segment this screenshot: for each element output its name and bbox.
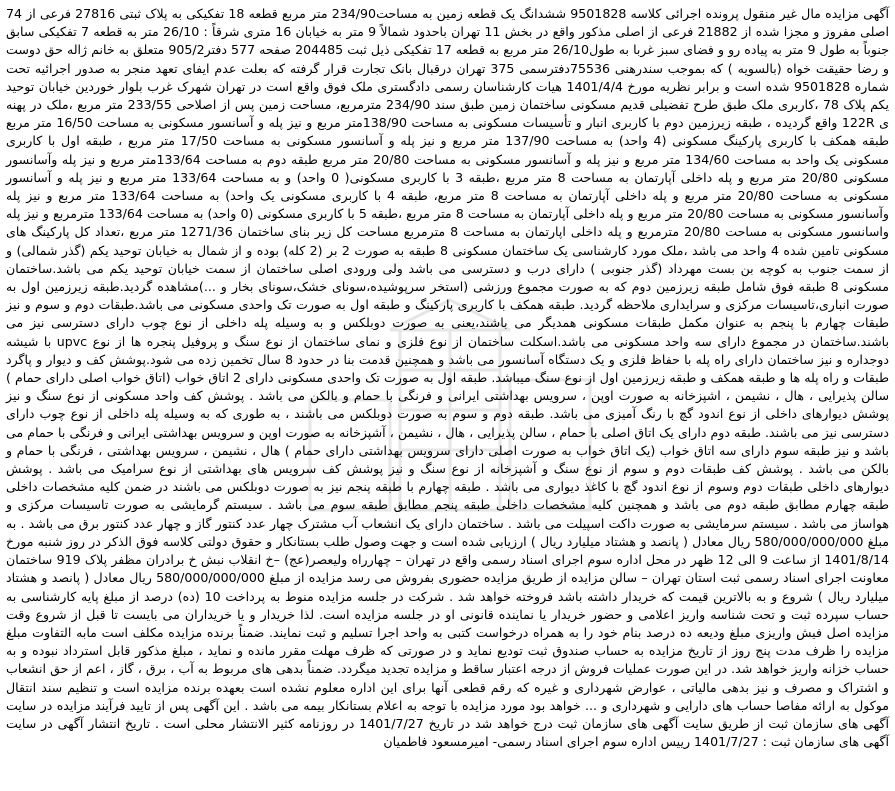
auction-notice-text: آگهی مزایده مال غیر منقول پرونده اجرائی کلاسه 9501828 ششدانگ یک قطعه زمین به مساحت234/90 متر مربع قطعه 18 تفکیکی به پلاک ثبتی 27816 فرعی از 74 اصلی مفروز و مجزا شده از 21882 فرعی از اصلی مذکور واقع در بخش 11 تهران باحدود شمالاً 9 متر به خیابان 16 متری شرقاً : 26/10 متر به قطعه 7 تفکیکی سابق جنوباً به طول 9 متر به پیاده رو و فضای سبز غربا به طول26/10 متر مربع به قطعه 17 تفکیکی ذیل ثبت 204485 صفحه 577 دفتر905/2 متعلق به خانم ژاله حق دوست و رضا حقیقت خواه (بالسویه ) که بموجب سندرهنی 75536دفترسمی 375 تهران درقبال بانک تجارت قرار گرفته که بعلت عدم ایفای تعهد منجر به صدور اجرائیه تحت شماره 9501828 شده است و برابر نظریه مورخ 1401/4/4 هیات کارشناسان رسمی دادگستری ملک فوق واقع است در تهران شهرک غرب بلوار خوردین خیابان توحید یکم پلاک 78 ،کاربری ملک طبق طرح تفضیلی قدیم مسکونی ساختمان زمین طبق سند 234/90 مترمربع، مساحت زمین پس از اصلاحی 233/55 متر مربع ،ملک در پهنه ی 122R واقع گردیده ، طبقه زیرزمین دوم با کاربری انبار و تأسیسات مسکونی به مساحت 138/90متر مربع و نیز پله و آسانسور مسکونی به مساحت 16/50 متر مربع طبقه همکف با کاربری پارکینگ مسکونی (4 واحد) به مساحت 137/90 متر مربع و نیز پله و آسانسور مسکونی به مساحت 17/50 متر مربع ، طبقه اول با کاربری مسکونی یک واحد به مساحت 134/60 متر مربع و نیز پله و آسانسور مسکونی به مساحت 20/80 متر مربع طبقه دوم به مساحت 133/64متر مربع و نیز پله وآسانسور مسکونی 20/80 متر مربع و پله داخلی آپارتمان به مساحت 8 متر مربع ،طبقه 3 با کاربری مسکونی( 0 واحد) و به مساحت 133/64 متر مربع و نیز پله و آسانسور مسکونی به مساحت 20/80 متر مربع و پله داخلی آپارتمان به مساحت 8 متر مربع، طبقه 4 با کاربری مسکونی یک واحد) به مساحت 133/64 متر مربع و نیز پله وآسانسور مسکونی به مساحت 20/80 متر مربع و پله داخلی آپارتمان به مساحت 8 متر مربع ،طبقه 5 با کاربری مسکونی (0 واحد) به مساحت 133/64 مترمربع و نیز پله واسانسور مسکونی به مساحت 20/80 مترمربع و پله داخلی اپارتمان به مساحت 8 مترمربع مساحت کل زیر بنای ساختمان 1271/36 متر مربع ،تعداد کل پارکینگ های مسکونی تامین شده 4 واحد می باشد ،ملک مورد کارشناسی یک ساختمان مسکونی 8 طبقه به صورت 2 بر (2 کله) بوده و از شمال به خیابان توحید یکم (گذر شمالی) و از سمت جنوب به کوچه بن بست مهرداد (گذر جنوبی ) دارای درب و دسترسی می باشد ولی ورودی اصلی ساختمان از سمت خیابان توحید یکم می باشد.ساختمان مسکونی 8 طبقه فوق شامل طبقه زیرزمین دوم که به صورت مجموع ورزشی (استخر سرپوشیده،سونای خشک،سونای بخار و ...)مشاهده گردید.طبقه زیرزمین اول به صورت انباری،تاسیسات مرکزی و سرایداری ملاحظه گردید. طبقه همکف با کاربری پارکینگ و طبقه اول به صورت تک واحدی مسکونی می باشد.طبقات دوم و سوم و نیز طبقات چهارم با پنجم به عنوان مکمل طبقات مسکونی همدیگر می باشند،یعنی به صورت دوبلکس و به وسیله پله داخلی از نوع چوب دارای دسترسی نیز می باشند.ساختمان در مجموع دارای سه واحد مسکونی می باشد.اسکلت ساختمان از نوع فلزی و نمای ساختمان از نوع سنگ و پروفیل پنجره ها از نوع upvc با شیشه دوجداره و نیز ساختمان دارای راه پله با حفاظ فلزی و یک دستگاه آسانسور می باشد و همچنین قدمت بنا در حدود 8 سال تخمین زده می شود.پوشش کف و دیوار و پاگرد طبقات و راه پله ها و طبقه همکف و طبقه زیرزمین اول از نوع سنگ میباشد. طبقه اول به صورت تک واحدی مسکونی دارای 2 اتاق خواب (اتاق خواب اصلی دارای حمام ) سالن پذیرایی ، هال ، نشیمن ، اشپزخانه به صورت اوپن ، سرویس بهداشتی ایرانی و فرنگی با حمام و بالکن می باشد . پوشش کف واحد مسکونی از نوع سنگ و نیز پوشش دیوارهای داخلی از نوع اندود گچ با رنگ آمیزی می باشد. طبقه دوم و سوم به صورت دوبلکس می باشند ، به طوری که به وسیله پله داخلی از نوع چوب دارای دسترسی نیز می باشند. طبقه دوم دارای یک اتاق اصلی با حمام ، سالن پذیرایی ، هال ، نشیمن ، آشپزخانه به صورت اوپن و سرویس بهداشتی ایرانی و فرنگی با حمام می باشد و نیز طبقه سوم دارای سه اتاق خواب (یک اتاق خواب به صورت اصلی دارای سرویس بهداشتی دارای حمام ) هال ، نشیمن ، سرویس بهداشتی ، فرنگی با حمام و بالکن می باشد . پوشش کف طبقات دوم و سوم از نوع سنگ و آشپزخانه از نوع سنگ و نیز پوشش کف سرویس های بهداشتی از نوع سرامیک می باشد . پوشش دیوارهای داخلی طبقات دوم وسوم از نوع اندود گچ با کاغذ دیواری می باشد . طبقه چهارم با طبقه پنجم نیز به صورت دوبلکس می باشند در ضمن کلیه مشخصات داخلی طبقه چهارم مطابق طبقه دوم می باشد و همچنین کلیه مشخصات داخلی طبقه پنجم مطابق طبقه سوم می باشد . سیستم گرمایشی به صورت تاسیسات مرکزی و هواساز می باشد . سیستم سرمایشی به صورت داکت اسپیلت می باشد . ساختمان دارای یک انشعاب آب مشترک چهار عدد کنتور گاز و چهار عدد کنتور برق می باشد . به مبلغ 580/000/000/000 ریال معادل ( پانصد و هشتاد میلیارد ریال ) ارزیابی شده است و جهت وصول طلب بستانکار و حقوق دولتی کلاسه فوق الذکر در روز شنبه مورخ 1401/8/14 از ساعت 9 الی 12 ظهر در محل اداره سوم اجرای اسناد رسمی واقع در تهران – چهارراه ولیعصر(عج) –خ انقلاب نبش خ برادران مظفر پلاک 919 ساختمان معاونت اجرای اسناد رسمی ثبت استان تهران – سالن مزایده از طریق مزایده حضوری بفروش می رسد مزایده از مبلغ 580/000/000/000 ریال معادل ( پانصد و هشتاد میلیارد ریال ) شروع و به بالاترین قیمت که خریدار داشته باشد فروخته خواهد شد . شرکت در جلسه مزایده منوط به پرداخت 10 (ده) درصد از مبلغ پایه کارشناسی به حساب سپرده ثبت و تحت شناسه واریز اعلامی و حضور خریدار یا نماینده قانونی او در جلسه مزایده است. لذا خریدار و یا خریداران می بایست تا قبل از شروع وقت مزایده اصل فیش واریزی مبلغ ودیعه ده درصد بنام خود را به همراه درخواست کتبی به واحد اجرا تسلیم و ثبت نمایند. ضمناً برنده مزایده مکلف است مابه التفاوت مبلغ مزایده را ظرف مدت پنج روز از تاریخ مزایده به حساب صندوق ثبت تودیع نماید و در صورتی که ظرف مهلت مقرر مانده و نماید ، مبلغ مذکور قابل استرداد نبوده و به حساب خزانه واریز خواهد شد. در این صورت عملیات فروش از درجه اعتبار ساقط و مزایده تجدید میگردد. ضمناً بدهی های مربوط به آب ، برق ، گاز ، اعم از حق انشعاب و اشتراک و مصرف و نیز بدهی مالیاتی ، عوارض شهرداری و غیره که رقم قطعی آنها برای این اداره معلوم نشده است بعهده برنده مزایده است و تنظیم سند انتقال موکول به ارائه مفاصا حساب های دارایی و شهرداری و ... خواهد بود مورد مزایده با توجه به اعلام بستانکار بیمه می باشد . این آگهی پس از تایید فرآیند مزایده در سایت آگهی های سازمان ثبت از طریق سایت آگهی های سازمان ثبت درج خواهد شد در تاریخ 1401/7/27 در روزنامه کثیر الانتشار محلی است . تاریخ انتشار آگهی در سایت آگهی های سازمان ثبت : 1401/7/27 رییس اداره سوم اجرای اسناد رسمی- امیرمسعود فاطمیان bbox=[6, 6, 890, 750]
